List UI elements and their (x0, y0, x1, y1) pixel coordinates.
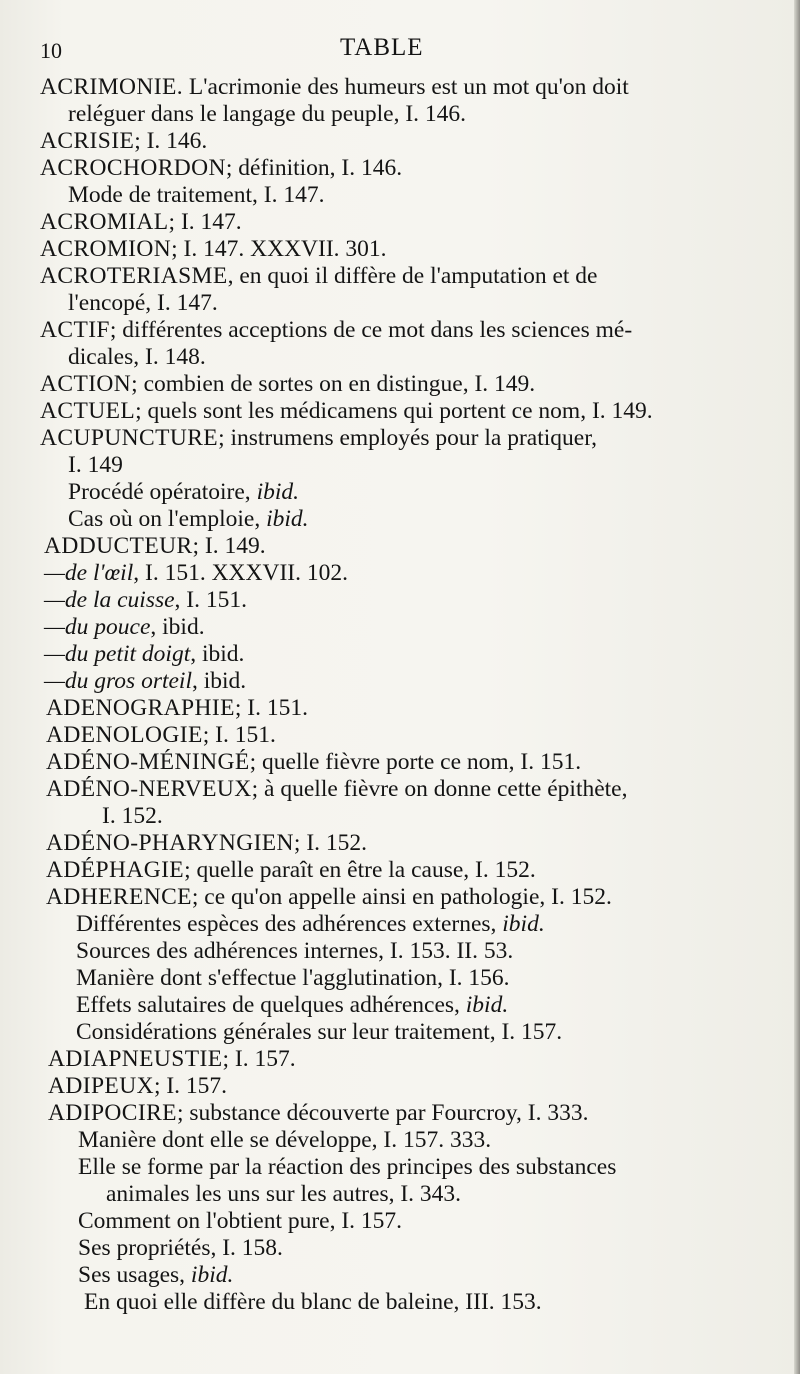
entry-text: Sources des adhérences internes, I. 153. II. 53. (76, 938, 514, 964)
entry-text: ; instrumens employés pour la pratiquer, (218, 425, 597, 451)
entry-italic: ibid. (266, 506, 309, 532)
index-line (76, 911, 545, 937)
index-line (40, 236, 387, 262)
index-line (78, 1235, 283, 1261)
entry-italic: ibid. (465, 992, 509, 1018)
entry-text: ; définition, I. 146. (225, 155, 403, 181)
index-line (40, 398, 653, 424)
entry-text: ; I. 149. (192, 533, 266, 559)
entry-text: , I. 151. XXXVII. 102. (133, 560, 348, 586)
index-line (44, 533, 266, 559)
index-line (44, 668, 246, 694)
entry-text: ; quels sont les médicamens qui portent ce nom, I. 149. (135, 398, 653, 424)
page-number: 10 (40, 38, 62, 63)
index-line (46, 884, 612, 910)
entry-text: l'encopé, I. 147. (68, 290, 218, 316)
index-line (78, 1154, 616, 1180)
entry-italic: —du petit doigt (44, 641, 191, 667)
index-line (68, 344, 206, 370)
entry-headword: ACTION (40, 371, 132, 397)
index-line (46, 749, 581, 775)
entry-italic: —du pouce (44, 614, 151, 640)
index-line (46, 695, 308, 721)
entry-headword: ADÉNO-MÉNINGÉ (46, 749, 250, 775)
entry-headword: ACROTERIASME (40, 263, 228, 289)
index-line (102, 803, 163, 829)
entry-text: animales les uns sur les autres, I. 343. (106, 1181, 462, 1207)
entry-text: ; I. 147. XXXVII. 301. (171, 236, 387, 262)
index-line (40, 317, 632, 343)
index-line (44, 641, 244, 667)
index-line (40, 155, 402, 181)
index-line (46, 857, 536, 883)
index-line (68, 452, 123, 478)
entry-headword: ADDUCTEUR (44, 533, 193, 559)
index-line (106, 1181, 461, 1207)
entry-italic: ibid. (256, 479, 299, 505)
entry-text: Procédé opératoire, (68, 479, 257, 505)
entry-headword: ACRIMONIE. (40, 74, 184, 100)
entry-text: ; ce qu'on appelle ainsi en pathologie, I. 152. (191, 884, 612, 910)
entry-text: ; combien de sortes on en distingue, I. 149. (131, 371, 536, 397)
entry-text: Comment on l'obtient pure, I. 157. (78, 1208, 403, 1234)
index-line (76, 965, 510, 991)
entry-text: Effets salutaires de quelques adhérences, (76, 992, 466, 1018)
index-line (46, 722, 276, 748)
entry-headword: ACTIF (40, 317, 110, 343)
entry-headword: ADHERENCE (46, 884, 192, 910)
entry-italic: ibid. (502, 911, 545, 937)
entry-text: ; à quelle fièvre on donne cette épithète, (251, 776, 628, 802)
entry-text: reléguer dans le langage du peuple, I. 146. (68, 101, 467, 127)
index-line (76, 992, 508, 1018)
index-line (76, 938, 513, 964)
index-line (44, 587, 247, 613)
entry-headword: ACROCHORDON (40, 155, 226, 181)
entry-text: dicales, I. 148. (68, 344, 206, 370)
entry-text: ; différentes acceptions de ce mot dans les sciences mé- (109, 317, 633, 343)
page-edge (794, 0, 800, 1374)
entry-headword: ADENOGRAPHIE (46, 695, 235, 721)
entry-text: I. 149 (68, 452, 123, 478)
entry-headword: ADIPOCIRE (48, 1100, 177, 1126)
entry-text: ; I. 157. (153, 1073, 228, 1099)
index-line (48, 1100, 589, 1126)
entry-text: Mode de traitement, I. 147. (68, 182, 325, 208)
entry-text: , I. 151. (174, 587, 247, 613)
index-line (78, 1262, 233, 1288)
entry-text: ; quelle fièvre porte ce nom, I. 151. (249, 749, 582, 775)
index-line (40, 74, 629, 100)
entry-headword: ACROMION (40, 236, 172, 262)
entry-headword: ACRISIE (40, 128, 135, 154)
index-line (68, 101, 466, 127)
entry-headword: ADIAPNEUSTIE (48, 1046, 223, 1072)
entry-text: ; I. 152. (293, 830, 368, 856)
index-line (68, 479, 299, 505)
entry-headword: ADENOLOGIE (46, 722, 203, 748)
entry-headword: ADÉNO-PHARYNGIEN (46, 830, 294, 856)
index-line (40, 371, 535, 397)
index-line (68, 506, 309, 532)
entry-text: ; I. 146. (134, 128, 208, 154)
index-line (68, 182, 324, 208)
entry-headword: ADÉPHAGIE (46, 857, 185, 883)
entry-text: ; substance découverte par Fourcroy, I. 333. (176, 1100, 589, 1126)
entry-italic: ibid. (190, 1262, 234, 1288)
entry-text: Ses propriétés, I. 158. (78, 1235, 283, 1261)
entry-text: Ses usages, (78, 1262, 191, 1288)
entry-text: ; I. 151. (234, 695, 308, 721)
entry-text: ; I. 157. (222, 1046, 296, 1072)
index-line (44, 614, 205, 640)
index-line (76, 1019, 562, 1045)
entry-text: Manière dont s'effectue l'agglutination, I. 156. (76, 965, 510, 991)
entry-italic: —de la cuisse (44, 587, 175, 613)
index-line (46, 830, 367, 856)
index-line (44, 560, 348, 586)
entry-text: Manière dont elle se développe, I. 157. 333. (78, 1127, 492, 1153)
entry-text: I. 152. (102, 803, 163, 829)
entry-headword: ACROMIAL (40, 209, 169, 235)
entry-text: , en quoi il diffère de l'amputation et de (227, 263, 598, 289)
index-line (78, 1208, 402, 1234)
entry-text: ; I. 151. (202, 722, 276, 748)
index-line (84, 1289, 542, 1315)
index-line (40, 128, 207, 154)
index-line (40, 209, 242, 235)
entry-text: Elle se forme par la réaction des principes des substances (78, 1154, 617, 1180)
index-line (48, 1073, 227, 1099)
entry-text: , ibid. (190, 641, 245, 667)
entry-text: Considérations générales sur leur traitement, I. 157. (76, 1019, 563, 1045)
entry-text: L'acrimonie des humeurs est un mot qu'on doit (183, 74, 629, 100)
entry-text: , ibid. (150, 614, 205, 640)
index-line (40, 263, 598, 289)
entry-italic: —du gros orteil (44, 668, 192, 694)
entry-headword: ADÉNO-NERVEUX (46, 776, 252, 802)
entry-headword: ACTUEL (40, 398, 136, 424)
entry-text: ; I. 147. (168, 209, 242, 235)
entry-italic: —de l'œil (44, 560, 134, 586)
index-line (40, 425, 597, 451)
index-line (78, 1127, 491, 1153)
entry-text: , ibid. (191, 668, 247, 694)
entry-text: ; quelle paraît en être la cause, I. 152. (184, 857, 536, 883)
index-line (48, 1046, 296, 1072)
page-header (0, 34, 800, 66)
entry-headword: ADIPEUX (48, 1073, 154, 1099)
entry-text: Différentes espèces des adhérences externes, (76, 911, 503, 937)
index-line (46, 776, 627, 802)
running-title: TABLE (340, 34, 424, 61)
entry-headword: ACUPUNCTURE (40, 425, 219, 451)
entry-text: En quoi elle diffère du blanc de baleine, III. 153. (84, 1289, 542, 1315)
entry-text: Cas où on l'emploie, (68, 506, 267, 532)
index-line (68, 290, 218, 316)
